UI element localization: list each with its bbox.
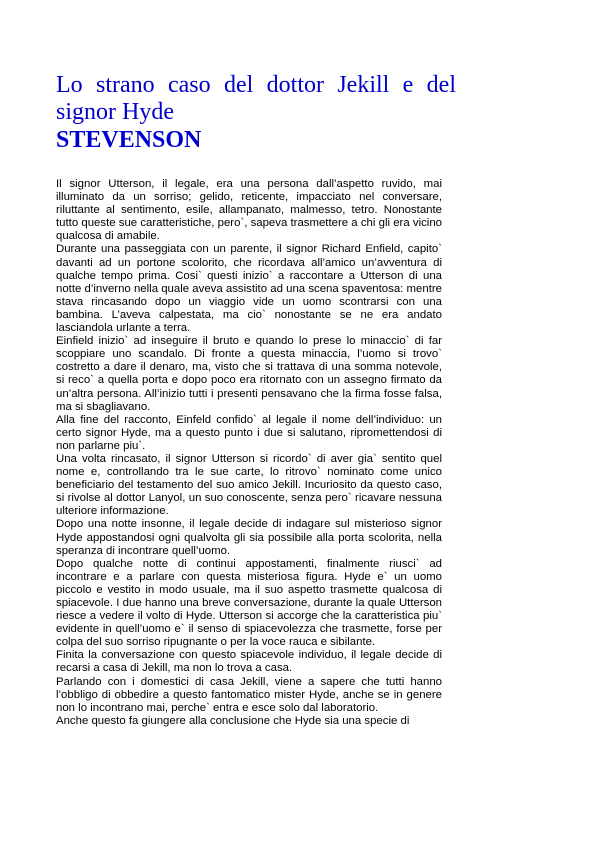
paragraph: Parlando con i domestici di casa Jekill, viene a sapere che tutti hanno l’obbligo di obbedire a questo fantomatico mister Hyde, anche se in genere non lo incontrano mai, perche` entra e esce solo dal laboratorio. [56,675,442,714]
paragraph: Finita la conversazione con questo spiacevole individuo, il legale decide di recarsi a casa di Jekill, ma non lo trova a casa. [56,649,442,675]
paragraph: Anche questo fa giungere alla conclusione che Hyde sia una specie di [56,714,410,727]
document-title: Lo strano caso del dottor Jekill e del signor Hyde [56,72,456,125]
paragraph: Dopo qualche notte di continui appostamenti, finalmente riusci` ad incontrare e a parlare con questa misteriosa figura. Hyde e` un uomo piccolo e vestito in modo usuale, ma il suo aspetto trasmette qualcosa di spiacevole. I due hanno una breve conversazione, durante la quale Utterson riesce a vedere il volto di Hyde. Utterson si accorge che la caratteristica piu` evidente in quell’uomo e` il senso di spiacevolezza che trasmette, forse per colpa del suo sorriso ripugnante o per la voce rauca e sibilante. [56,557,442,649]
document-author: STEVENSON [56,127,202,153]
paragraph: Una volta rincasato, il signor Utterson si ricordo` di aver gia` sentito quel nome e, controllando tra le sue carte, lo ritrovo` nominato come unico beneficiario del testamento del suo amico Jekill. Incuriosito da questo caso, si rivolse al dottor Lanyol, un suo conoscente, senza pero` ricavare nessuna ulteriore informazione. [56,452,442,518]
paragraph: Dopo una notte insonne, il legale decide di indagare sul misterioso signor Hyde appostandosi ogni qualvolta gli sia possibile alla porta scolorita, nella speranza di incontrare quell’uomo. [56,518,442,557]
paragraph: Il signor Utterson, il legale, era una persona dall’aspetto ruvido, mai illuminato da un sorriso; gelido, reticente, impacciato nel conversare, riluttante al sentimento, esile, allampanato, malmesso, tetro. Nonostante tutto queste sue caratteristiche, pero`, sapeva trasmettere a chi gli era vicino qualcosa di amabile. [56,178,442,243]
document-body [56,178,442,728]
paragraph: Durante una passeggiata con un parente, il signor Richard Enfield, capito` davanti ad un portone scolorito, che ricordava all’amico un’avventura di qualche tempo prima. Cosi` questi inizio` a raccontare a Utterson di una notte d’inverno nella quale aveva assistito ad una scena spaventosa: mentre stava rincasando dopo un viaggio vide un uomo scontrarsi con una bambina. L’aveva calpestata, ma cio` nonostante se ne era andato lasciandola urlante a terra. [56,243,442,335]
paragraph: Alla fine del racconto, Einfeld confido` al legale il nome dell’individuo: un certo signor Hyde, ma a questo punto i due si salutano, ripromettendosi di non parlarne piu`. [56,413,442,452]
paragraph: Einfield inizio` ad inseguire il bruto e quando lo prese lo minaccio` di far scoppiare uno scandalo. Di fronte a questa minaccia, l’uomo si trovo` costretto a dare il denaro, ma, visto che si trattava di una somma notevole, si reco` a quella porta e dopo poco era ritornato con un assegno firmato da un’altra persona. All’inizio tutti i presenti pensavano che la firma fosse falsa, ma si sbagliavano. [56,335,442,413]
